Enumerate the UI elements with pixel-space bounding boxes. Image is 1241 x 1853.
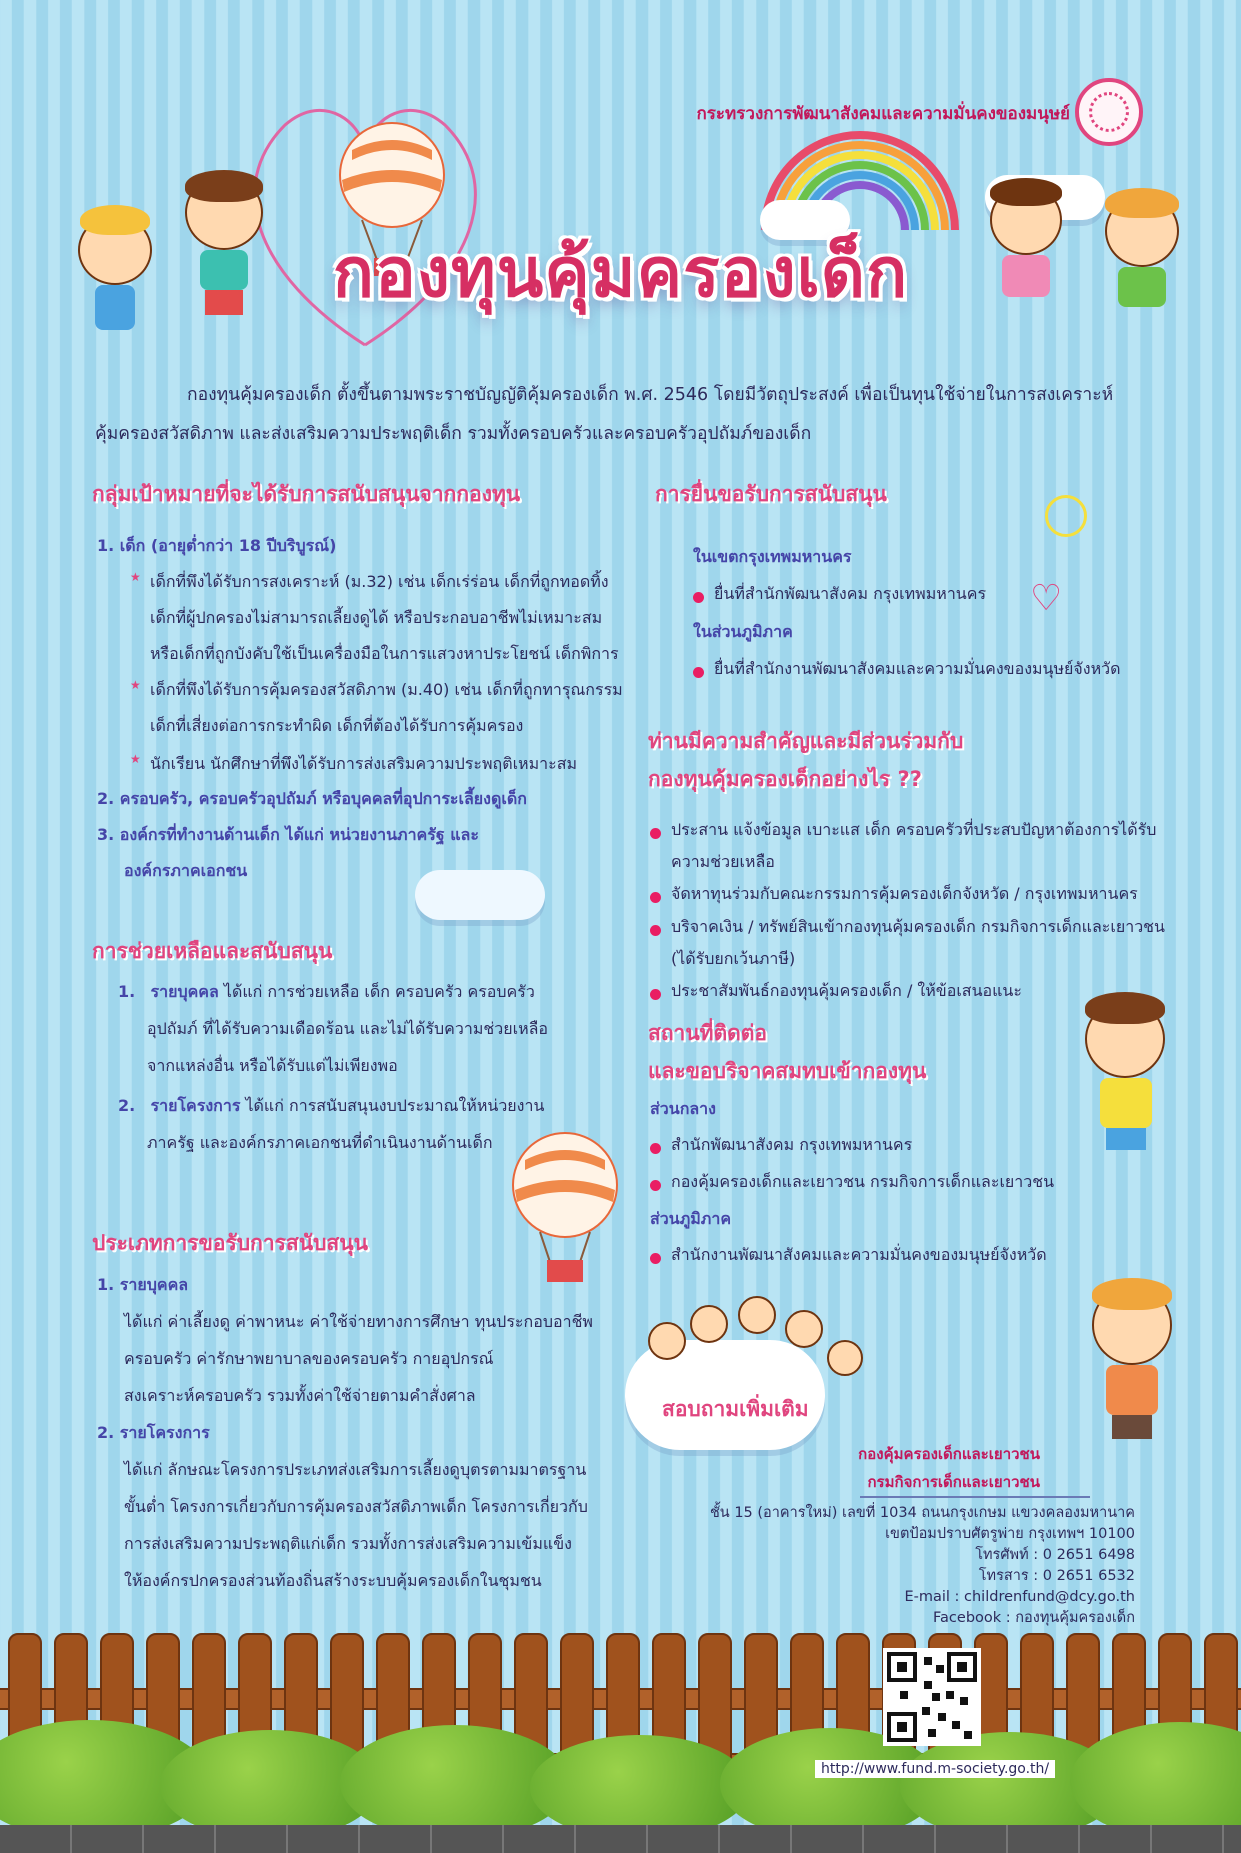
cloud-decoration — [415, 870, 545, 920]
target-bullet-3-text: นักเรียน นักศึกษาที่พึงได้รับการส่งเสริมความประพฤติเหมาะสม — [150, 754, 578, 773]
participate-item-3 — [650, 915, 1165, 940]
hair-decoration — [1085, 992, 1165, 1024]
participate-item-3-line-2: (ได้รับยกเว้นภาษี) — [671, 949, 796, 968]
bullet-dot-icon — [693, 667, 704, 678]
contact-central-item-1 — [650, 1133, 912, 1158]
assistance-item-2-text: ได้แก่ การสนับสนุนงบประมาณให้หน่วยงาน — [240, 1096, 545, 1115]
target-bullet-1 — [130, 570, 609, 595]
bullet-dot-icon — [650, 892, 661, 903]
inquiry-address-line-2: เขตป้อมปราบศัตรูพ่าย กรุงเทพฯ 10100 — [885, 1526, 1135, 1542]
types-item-2-line-4: ให้องค์กรปกครองส่วนท้องถิ่นสร้างระบบคุ้มครองเด็กในชุมชน — [124, 1571, 542, 1590]
assistance-item-2 — [118, 1094, 544, 1119]
apply-regional-item — [693, 657, 1121, 682]
apply-sub-bangkok: ในเขตกรุงเทพมหานคร — [693, 547, 852, 566]
target-bullet-1-text: เด็กที่พึงได้รับการสงเคราะห์ (ม.32) เช่น เด็กเร่ร่อน เด็กที่ถูกทอดทิ้ง — [150, 572, 609, 591]
participate-heading-line-1: ท่านมีความสำคัญและมีส่วนร่วมกับ — [648, 729, 964, 753]
types-item-2-line-2: ขั้นต่ำ โครงการเกี่ยวกับการคุ้มครองสวัสดิภาพเด็ก โครงการเกี่ยวกับ — [124, 1497, 588, 1516]
sun-icon — [1045, 495, 1087, 537]
bullet-dot-icon — [650, 989, 661, 1000]
contact-central-item-2 — [650, 1170, 1054, 1195]
bullet-dot-icon — [693, 592, 704, 603]
assistance-heading: การช่วยเหลือและสนับสนุน — [92, 939, 333, 963]
inquiry-org — [660, 1440, 1040, 1496]
inquiry-email[interactable]: E-mail : childrenfund@dcy.go.th — [904, 1589, 1135, 1605]
contact-central: ส่วนกลาง — [650, 1099, 716, 1118]
target-item-3-line-2: องค์กรภาคเอกชน — [124, 861, 248, 880]
bullet-dot-icon — [650, 828, 661, 839]
participate-item-3-text: บริจาคเงิน / ทรัพย์สินเข้ากองทุนคุ้มครองเด็ก กรมกิจการเด็กและเยาวชน — [671, 917, 1165, 936]
ministry-seal-icon — [1075, 78, 1143, 146]
apply-bangkok-item-text: ยื่นที่สำนักพัฒนาสังคม กรุงเทพมหานคร — [714, 584, 987, 603]
target-bullet-1-line-3: หรือเด็กที่ถูกบังคับใช้เป็นเครื่องมือในการแสวงหาประโยชน์ เด็กพิการ — [150, 644, 619, 663]
target-bullet-2-line-2: เด็กที่เสี่ยงต่อการกระทำผิด เด็กที่ต้องได้รับการคุ้มครอง — [150, 716, 524, 735]
assistance-item-2-number: 2. — [118, 1096, 136, 1115]
types-item-2-line-3: การส่งเสริมความประพฤติแก่เด็ก รวมทั้งการส่งเสริมความเข้มแข็ง — [124, 1534, 572, 1553]
hair-decoration — [990, 178, 1062, 206]
shorts-decoration — [1106, 1128, 1146, 1150]
apply-heading: การยื่นขอรับการสนับสนุน — [655, 482, 887, 506]
bullet-dot-icon — [650, 925, 661, 936]
contact-regional-item — [650, 1243, 1047, 1268]
inquiry-phone: โทรศัพท์ : 0 2651 6498 — [975, 1547, 1135, 1563]
bullet-dot-icon — [650, 1253, 661, 1264]
participate-item-1 — [650, 818, 1156, 843]
target-bullet-2-text: เด็กที่พึงได้รับการคุ้มครองสวัสดิภาพ (ม.40) เช่น เด็กที่ถูกทารุณกรรม — [150, 680, 623, 699]
divider — [860, 1496, 1090, 1498]
participate-item-2 — [650, 882, 1138, 907]
shirt-decoration — [1100, 1078, 1152, 1128]
types-item-1-line-2: ครอบครัว ค่ารักษาพยาบาลของครอบครัว กายอุปกรณ์ — [124, 1349, 494, 1368]
apply-bangkok-item — [693, 582, 986, 607]
apply-regional-item-text: ยื่นที่สำนักงานพัฒนาสังคมและความมั่นคงของมนุษย์จังหวัด — [714, 659, 1121, 678]
participate-heading-line-2: กองทุนคุ้มครองเด็กอย่างไร ?? — [648, 767, 922, 791]
target-item-1: 1. เด็ก (อายุต่ำกว่า 18 ปีบริบูรณ์) — [97, 536, 337, 555]
page-title: กองทุนคุ้มครองเด็ก — [332, 234, 909, 313]
star-icon: ★ — [130, 570, 141, 584]
inquiry-fax: โทรสาร : 0 2651 6532 — [978, 1568, 1135, 1584]
target-item-2: 2. ครอบครัว, ครอบครัวอุปถัมภ์ หรือบุคคลที่อุปการะเลี้ยงดูเด็ก — [97, 789, 527, 808]
assistance-item-1-label: รายบุคคล — [150, 982, 219, 1001]
bullet-dot-icon — [650, 1180, 661, 1191]
inquiry-label: สอบถามเพิ่มเติม — [662, 1397, 809, 1421]
target-bullet-3 — [130, 752, 577, 777]
inquiry-address-line-1: ชั้น 15 (อาคารใหม่) เลขที่ 1034 ถนนกรุงเกษม แขวงคลองมหานาค — [709, 1505, 1135, 1521]
targets-heading: กลุ่มเป้าหมายที่จะได้รับการสนับสนุนจากกองทุน — [92, 482, 521, 506]
types-heading: ประเภทการขอรับการสนับสนุน — [92, 1231, 368, 1255]
types-item-2: 2. รายโครงการ — [97, 1423, 210, 1442]
child-character-icon — [827, 1340, 863, 1376]
shirt-decoration — [1106, 1365, 1158, 1415]
website-link[interactable]: http://www.fund.m-society.go.th/ — [815, 1760, 1055, 1778]
intro-paragraph: กองทุนคุ้มครองเด็ก ตั้งขึ้นตามพระราชบัญญัติคุ้มครองเด็ก พ.ศ. 2546 โดยมีวัตถุประสงค์ เพื่อเป็นทุนใช้จ่ายในการสงเคราะห์ คุ้มครองสวัสดิภาพ และส่งเสริมความประพฤติเด็ก รวมทั้งครอบครัวและครอบครัวอุปถัมภ์ของเด็ก — [95, 385, 1114, 444]
contact-central-item-2-text: กองคุ้มครองเด็กและเยาวชน กรมกิจการเด็กและเยาวชน — [671, 1172, 1055, 1191]
types-item-1: 1. รายบุคคล — [97, 1275, 189, 1294]
inquiry-org-line-2: กรมกิจการเด็กและเยาวชน — [867, 1473, 1040, 1491]
child-character-icon — [648, 1322, 686, 1360]
child-character-icon — [738, 1296, 776, 1334]
assistance-item-2-line-2: ภาครัฐ และองค์กรภาคเอกชนที่ดำเนินงานด้านเด็ก — [147, 1133, 493, 1152]
participate-item-4-text: ประชาสัมพันธ์กองทุนคุ้มครองเด็ก / ให้ข้อเสนอแนะ — [671, 981, 1022, 1000]
contact-regional-item-text: สำนักงานพัฒนาสังคมและความมั่นคงของมนุษย์จังหวัด — [671, 1245, 1047, 1264]
target-item-3: 3. องค์กรที่ทำงานด้านเด็ก ได้แก่ หน่วยงานภาครัฐ และ — [97, 825, 479, 844]
participate-item-1-line-2: ความช่วยเหลือ — [671, 852, 775, 871]
participate-item-2-text: จัดหาทุนร่วมกับคณะกรรมการคุ้มครองเด็กจังหวัด / กรุงเทพมหานคร — [671, 884, 1138, 903]
target-bullet-1-line-2: เด็กที่ผู้ปกครองไม่สามารถเลี้ยงดูได้ หรือประกอบอาชีพไม่เหมาะสม — [150, 608, 603, 627]
ground-decoration — [0, 1825, 1241, 1853]
star-icon: ★ — [130, 678, 141, 692]
shorts-decoration — [1112, 1415, 1152, 1439]
child-character-icon — [690, 1305, 728, 1343]
bullet-dot-icon — [650, 1143, 661, 1154]
participate-item-1-text: ประสาน แจ้งข้อมูล เบาะแส เด็ก ครอบครัวที่ประสบปัญหาต้องการได้รับ — [671, 820, 1157, 839]
assistance-item-1-text: ได้แก่ การช่วยเหลือ เด็ก ครอบครัว ครอบครัว — [218, 982, 535, 1001]
heart-icon: ♡ — [1030, 578, 1063, 619]
contact-central-item-1-text: สำนักพัฒนาสังคม กรุงเทพมหานคร — [671, 1135, 913, 1154]
qr-code-icon[interactable] — [883, 1648, 981, 1746]
contact-heading-line-2: และขอบริจาคสมทบเข้ากองทุน — [648, 1059, 927, 1083]
ministry-name: กระทรวงการพัฒนาสังคมและความมั่นคงของมนุษย์ — [696, 104, 1070, 124]
types-item-2-line-1: ได้แก่ ลักษณะโครงการประเภทส่งเสริมการเลี้ยงดูบุตรตามมาตรฐาน — [124, 1460, 587, 1479]
inquiry-address-block — [600, 1503, 1135, 1629]
types-item-1-line-3: สงเคราะห์ครอบครัว รวมทั้งค่าใช้จ่ายตามคำสั่งศาล — [124, 1386, 476, 1405]
inquiry-facebook[interactable]: Facebook : กองทุนคุ้มครองเด็ก — [933, 1610, 1135, 1626]
assistance-item-1-line-2: อุปถัมภ์ ที่ได้รับความเดือดร้อน และไม่ได้รับความช่วยเหลือ — [147, 1019, 549, 1038]
hair-decoration — [1092, 1278, 1172, 1310]
star-icon: ★ — [130, 752, 141, 766]
participate-item-4 — [650, 979, 1022, 1004]
contact-regional: ส่วนภูมิภาค — [650, 1209, 732, 1228]
child-character-icon — [785, 1310, 823, 1348]
contact-heading-line-1: สถานที่ติดต่อ — [648, 1021, 768, 1045]
hair-decoration — [1105, 188, 1179, 218]
types-item-1-line-1: ได้แก่ ค่าเลี้ยงดู ค่าพาหนะ ค่าใช้จ่ายทางการศึกษา ทุนประกอบอาชีพ — [124, 1312, 593, 1331]
assistance-item-1-line-3: จากแหล่งอื่น หรือได้รับแต่ไม่เพียงพอ — [147, 1056, 398, 1075]
hair-decoration — [185, 170, 263, 202]
inquiry-org-line-1: กองคุ้มครองเด็กและเยาวชน — [858, 1445, 1040, 1463]
target-bullet-2 — [130, 678, 623, 703]
assistance-item-1-number: 1. — [118, 982, 136, 1001]
assistance-item-1 — [118, 980, 535, 1005]
apply-sub-regional: ในส่วนภูมิภาค — [693, 622, 793, 641]
balloon-icon — [505, 1130, 625, 1290]
assistance-item-2-label: รายโครงการ — [150, 1096, 241, 1115]
